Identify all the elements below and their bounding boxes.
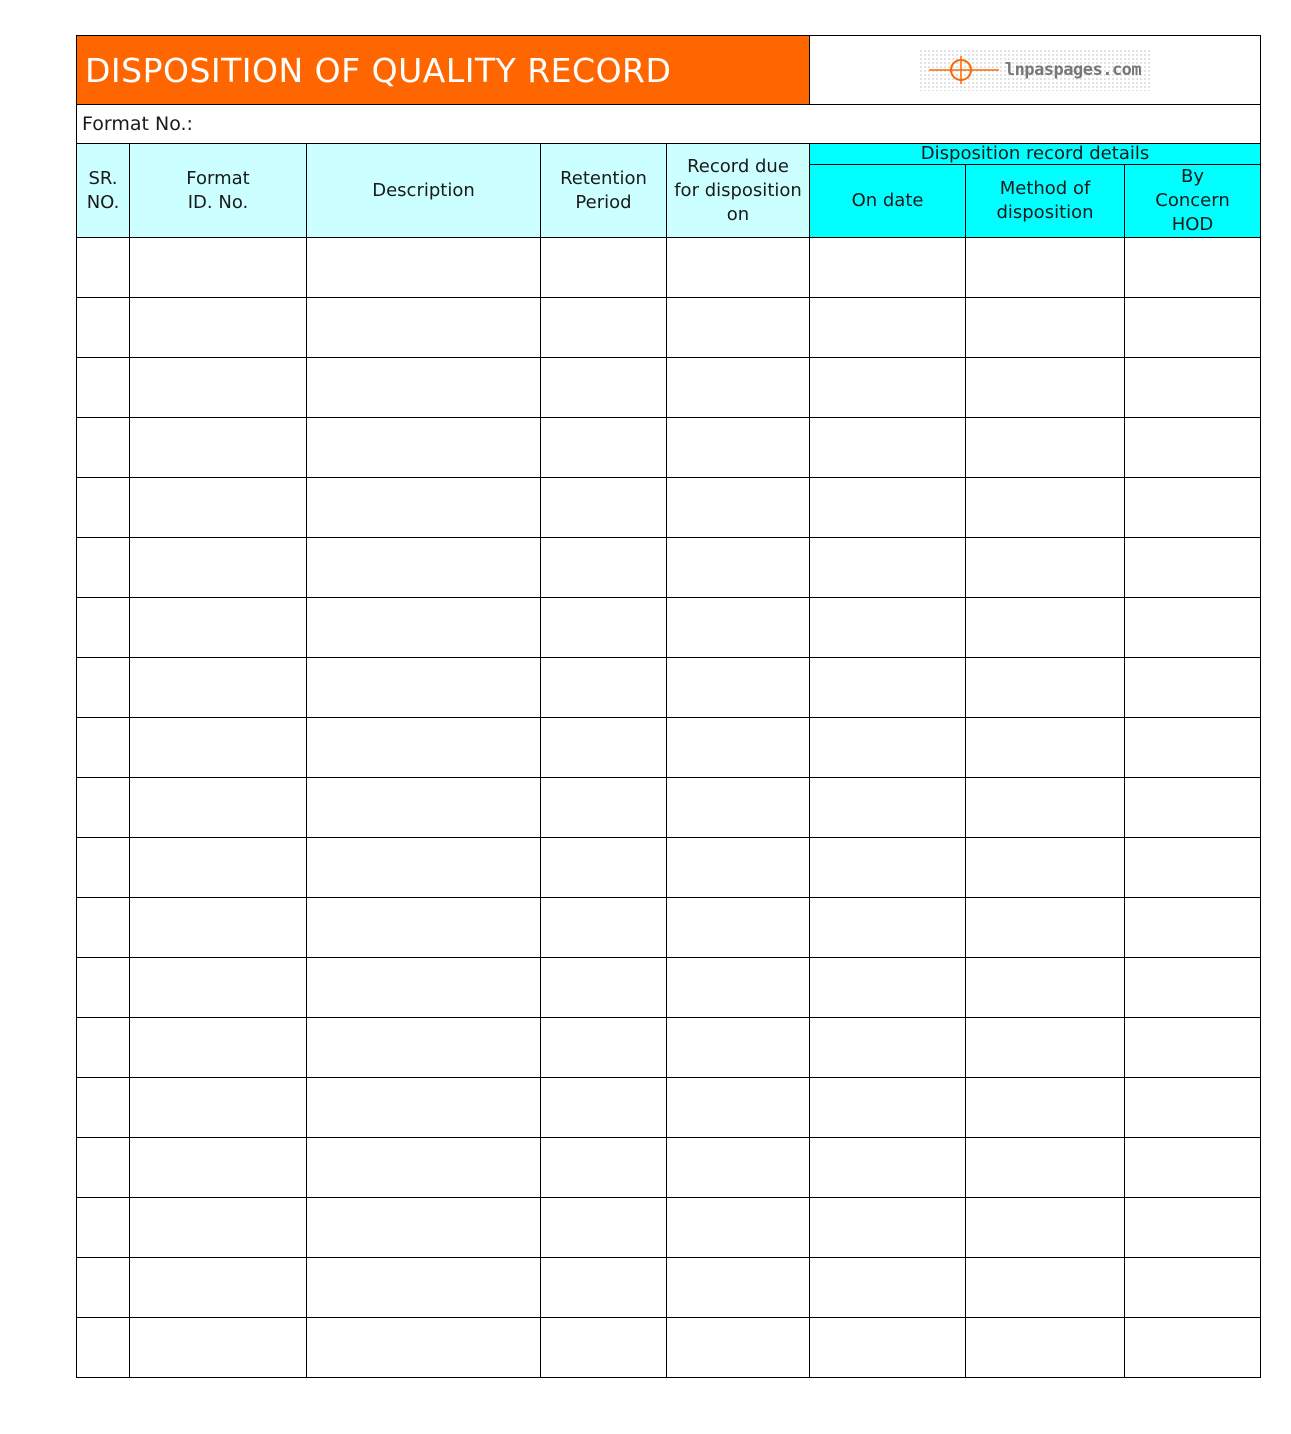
cell-record-due[interactable] bbox=[667, 1198, 810, 1258]
cell-by-hod[interactable] bbox=[1125, 1138, 1261, 1198]
cell-record-due[interactable] bbox=[667, 1018, 810, 1078]
cell-description[interactable] bbox=[307, 418, 541, 478]
cell-format-id[interactable] bbox=[130, 718, 307, 778]
cell-by-hod[interactable] bbox=[1125, 838, 1261, 898]
cell-description[interactable] bbox=[307, 358, 541, 418]
page-title: DISPOSITION OF QUALITY RECORD bbox=[77, 36, 810, 105]
cell-sr-no[interactable] bbox=[77, 1078, 130, 1138]
cell-record-due[interactable] bbox=[667, 238, 810, 298]
cell-record-due[interactable] bbox=[667, 478, 810, 538]
cell-by-hod[interactable] bbox=[1125, 598, 1261, 658]
cell-record-due[interactable] bbox=[667, 358, 810, 418]
cell-description[interactable] bbox=[307, 1198, 541, 1258]
cell-method[interactable] bbox=[966, 778, 1125, 838]
cell-method[interactable] bbox=[966, 1018, 1125, 1078]
cell-format-id[interactable] bbox=[130, 538, 307, 598]
cell-format-id[interactable] bbox=[130, 658, 307, 718]
cell-description[interactable] bbox=[307, 1258, 541, 1318]
cell-retention-period[interactable] bbox=[541, 238, 667, 298]
cell-on-date[interactable] bbox=[810, 958, 966, 1018]
table-row bbox=[77, 418, 1261, 478]
cell-record-due[interactable] bbox=[667, 658, 810, 718]
cell-by-hod[interactable] bbox=[1125, 1018, 1261, 1078]
cell-on-date[interactable] bbox=[810, 838, 966, 898]
cell-record-due[interactable] bbox=[667, 838, 810, 898]
cell-sr-no[interactable] bbox=[77, 358, 130, 418]
cell-by-hod[interactable] bbox=[1125, 1258, 1261, 1318]
col-header-sr-no: SR. NO. bbox=[77, 144, 130, 238]
cell-by-hod[interactable] bbox=[1125, 478, 1261, 538]
cell-by-hod[interactable] bbox=[1125, 298, 1261, 358]
cell-retention-period[interactable] bbox=[541, 358, 667, 418]
cell-record-due[interactable] bbox=[667, 1138, 810, 1198]
cell-format-id[interactable] bbox=[130, 1138, 307, 1198]
cell-record-due[interactable] bbox=[667, 958, 810, 1018]
cell-format-id[interactable] bbox=[130, 1258, 307, 1318]
table-row bbox=[77, 1018, 1261, 1078]
cell-description[interactable] bbox=[307, 1018, 541, 1078]
cell-method[interactable] bbox=[966, 838, 1125, 898]
cell-retention-period[interactable] bbox=[541, 1258, 667, 1318]
cell-method[interactable] bbox=[966, 418, 1125, 478]
cell-on-date[interactable] bbox=[810, 1258, 966, 1318]
cell-format-id[interactable] bbox=[130, 1318, 307, 1378]
cell-description[interactable] bbox=[307, 1138, 541, 1198]
table-row bbox=[77, 358, 1261, 418]
logo bbox=[810, 36, 1261, 105]
cell-retention-period[interactable] bbox=[541, 478, 667, 538]
cell-by-hod[interactable] bbox=[1125, 718, 1261, 778]
table-row bbox=[77, 838, 1261, 898]
cell-on-date[interactable] bbox=[810, 598, 966, 658]
cell-by-hod[interactable] bbox=[1125, 898, 1261, 958]
col-header-by-hod: By Concern HOD bbox=[1125, 165, 1261, 238]
col-header-record-due: Record due for disposition on bbox=[667, 144, 810, 238]
cell-format-id[interactable] bbox=[130, 418, 307, 478]
cell-record-due[interactable] bbox=[667, 1258, 810, 1318]
cell-description[interactable] bbox=[307, 898, 541, 958]
cell-record-due[interactable] bbox=[667, 718, 810, 778]
cell-description[interactable] bbox=[307, 598, 541, 658]
table-row bbox=[77, 1138, 1261, 1198]
cell-sr-no[interactable] bbox=[77, 538, 130, 598]
table-row bbox=[77, 718, 1261, 778]
cell-sr-no[interactable] bbox=[77, 778, 130, 838]
cell-format-id[interactable] bbox=[130, 358, 307, 418]
cell-sr-no[interactable] bbox=[77, 958, 130, 1018]
cell-retention-period[interactable] bbox=[541, 838, 667, 898]
cell-by-hod[interactable] bbox=[1125, 358, 1261, 418]
cell-method[interactable] bbox=[966, 898, 1125, 958]
cell-on-date[interactable] bbox=[810, 1078, 966, 1138]
cell-by-hod[interactable] bbox=[1125, 958, 1261, 1018]
table-row bbox=[77, 958, 1261, 1018]
cell-record-due[interactable] bbox=[667, 598, 810, 658]
cell-description[interactable] bbox=[307, 958, 541, 1018]
table-row bbox=[77, 1258, 1261, 1318]
cell-description[interactable] bbox=[307, 298, 541, 358]
cell-retention-period[interactable] bbox=[541, 1018, 667, 1078]
cell-on-date[interactable] bbox=[810, 658, 966, 718]
cell-on-date[interactable] bbox=[810, 478, 966, 538]
cell-sr-no[interactable] bbox=[77, 1198, 130, 1258]
cell-method[interactable] bbox=[966, 658, 1125, 718]
cell-on-date[interactable] bbox=[810, 418, 966, 478]
cell-by-hod[interactable] bbox=[1125, 1198, 1261, 1258]
cell-retention-period[interactable] bbox=[541, 1318, 667, 1378]
cell-sr-no[interactable] bbox=[77, 418, 130, 478]
table-row bbox=[77, 538, 1261, 598]
cell-on-date[interactable] bbox=[810, 238, 966, 298]
cell-on-date[interactable] bbox=[810, 298, 966, 358]
cell-sr-no[interactable] bbox=[77, 478, 130, 538]
col-header-retention-period: Retention Period bbox=[541, 144, 667, 238]
cell-by-hod[interactable] bbox=[1125, 778, 1261, 838]
cell-retention-period[interactable] bbox=[541, 958, 667, 1018]
cell-method[interactable] bbox=[966, 1258, 1125, 1318]
cell-format-id[interactable] bbox=[130, 478, 307, 538]
logo-badge bbox=[919, 49, 1151, 91]
cell-method[interactable] bbox=[966, 598, 1125, 658]
cell-sr-no[interactable] bbox=[77, 898, 130, 958]
table-row bbox=[77, 898, 1261, 958]
cell-method[interactable] bbox=[966, 358, 1125, 418]
cell-description[interactable] bbox=[307, 658, 541, 718]
cell-method[interactable] bbox=[966, 1078, 1125, 1138]
cell-on-date[interactable] bbox=[810, 898, 966, 958]
cell-on-date[interactable] bbox=[810, 1138, 966, 1198]
cell-on-date[interactable] bbox=[810, 358, 966, 418]
cell-record-due[interactable] bbox=[667, 418, 810, 478]
cell-retention-period[interactable] bbox=[541, 1198, 667, 1258]
table-row bbox=[77, 658, 1261, 718]
cell-retention-period[interactable] bbox=[541, 1138, 667, 1198]
cell-on-date[interactable] bbox=[810, 718, 966, 778]
cell-sr-no[interactable] bbox=[77, 1318, 130, 1378]
cell-by-hod[interactable] bbox=[1125, 658, 1261, 718]
cell-method[interactable] bbox=[966, 1318, 1125, 1378]
table-row bbox=[77, 238, 1261, 298]
cell-by-hod[interactable] bbox=[1125, 1318, 1261, 1378]
cell-retention-period[interactable] bbox=[541, 538, 667, 598]
disposition-table bbox=[76, 35, 1261, 1378]
cell-sr-no[interactable] bbox=[77, 1138, 130, 1198]
cell-format-id[interactable] bbox=[130, 298, 307, 358]
cell-format-id[interactable] bbox=[130, 1018, 307, 1078]
col-header-format-id: Format ID. No. bbox=[130, 144, 307, 238]
cell-sr-no[interactable] bbox=[77, 298, 130, 358]
cell-method[interactable] bbox=[966, 1198, 1125, 1258]
cell-retention-period[interactable] bbox=[541, 718, 667, 778]
cell-description[interactable] bbox=[307, 1078, 541, 1138]
table-row bbox=[77, 1198, 1261, 1258]
cell-record-due[interactable] bbox=[667, 538, 810, 598]
cell-retention-period[interactable] bbox=[541, 598, 667, 658]
cell-retention-period[interactable] bbox=[541, 898, 667, 958]
cell-format-id[interactable] bbox=[130, 958, 307, 1018]
cell-record-due[interactable] bbox=[667, 1078, 810, 1138]
cell-retention-period[interactable] bbox=[541, 1078, 667, 1138]
cell-method[interactable] bbox=[966, 538, 1125, 598]
table-row bbox=[77, 1318, 1261, 1378]
cell-sr-no[interactable] bbox=[77, 658, 130, 718]
cell-format-id[interactable] bbox=[130, 1198, 307, 1258]
cell-format-id[interactable] bbox=[130, 898, 307, 958]
cell-retention-period[interactable] bbox=[541, 658, 667, 718]
col-group-disposition-details: Disposition record details bbox=[810, 144, 1261, 165]
table-row bbox=[77, 1078, 1261, 1138]
cell-description[interactable] bbox=[307, 838, 541, 898]
cell-format-id[interactable] bbox=[130, 1078, 307, 1138]
cell-method[interactable] bbox=[966, 958, 1125, 1018]
table-row bbox=[77, 598, 1261, 658]
disposition-form bbox=[76, 35, 1260, 1378]
cell-format-id[interactable] bbox=[130, 598, 307, 658]
cell-method[interactable] bbox=[966, 478, 1125, 538]
cell-on-date[interactable] bbox=[810, 1318, 966, 1378]
cell-sr-no[interactable] bbox=[77, 598, 130, 658]
cell-by-hod[interactable] bbox=[1125, 418, 1261, 478]
logo-text: lnpaspages.com bbox=[1004, 60, 1142, 80]
cell-by-hod[interactable] bbox=[1125, 238, 1261, 298]
cell-sr-no[interactable] bbox=[77, 838, 130, 898]
cell-sr-no[interactable] bbox=[77, 238, 130, 298]
cell-retention-period[interactable] bbox=[541, 418, 667, 478]
col-header-description: Description bbox=[307, 144, 541, 238]
cell-format-id[interactable] bbox=[130, 778, 307, 838]
table-row bbox=[77, 298, 1261, 358]
cell-description[interactable] bbox=[307, 238, 541, 298]
cell-format-id[interactable] bbox=[130, 838, 307, 898]
cell-description[interactable] bbox=[307, 778, 541, 838]
cell-on-date[interactable] bbox=[810, 538, 966, 598]
cell-description[interactable] bbox=[307, 1318, 541, 1378]
cell-sr-no[interactable] bbox=[77, 718, 130, 778]
cell-description[interactable] bbox=[307, 718, 541, 778]
cell-record-due[interactable] bbox=[667, 1318, 810, 1378]
cell-method[interactable] bbox=[966, 298, 1125, 358]
cell-record-due[interactable] bbox=[667, 778, 810, 838]
col-header-method: Method of disposition bbox=[966, 165, 1125, 238]
cell-retention-period[interactable] bbox=[541, 298, 667, 358]
format-number-label: Format No.: bbox=[77, 105, 1261, 144]
table-row bbox=[77, 778, 1261, 838]
cell-on-date[interactable] bbox=[810, 1018, 966, 1078]
cell-description[interactable] bbox=[307, 538, 541, 598]
cell-format-id[interactable] bbox=[130, 238, 307, 298]
cell-on-date[interactable] bbox=[810, 1198, 966, 1258]
table-row bbox=[77, 478, 1261, 538]
cell-sr-no[interactable] bbox=[77, 1018, 130, 1078]
cell-retention-period[interactable] bbox=[541, 778, 667, 838]
table-body bbox=[77, 238, 1261, 1378]
cell-description[interactable] bbox=[307, 478, 541, 538]
cell-method[interactable] bbox=[966, 718, 1125, 778]
cell-record-due[interactable] bbox=[667, 898, 810, 958]
cell-on-date[interactable] bbox=[810, 778, 966, 838]
cell-by-hod[interactable] bbox=[1125, 538, 1261, 598]
cell-method[interactable] bbox=[966, 238, 1125, 298]
cell-sr-no[interactable] bbox=[77, 1258, 130, 1318]
cell-method[interactable] bbox=[966, 1138, 1125, 1198]
crosshair-icon bbox=[929, 55, 999, 85]
col-header-on-date: On date bbox=[810, 165, 966, 238]
cell-by-hod[interactable] bbox=[1125, 1078, 1261, 1138]
cell-record-due[interactable] bbox=[667, 298, 810, 358]
